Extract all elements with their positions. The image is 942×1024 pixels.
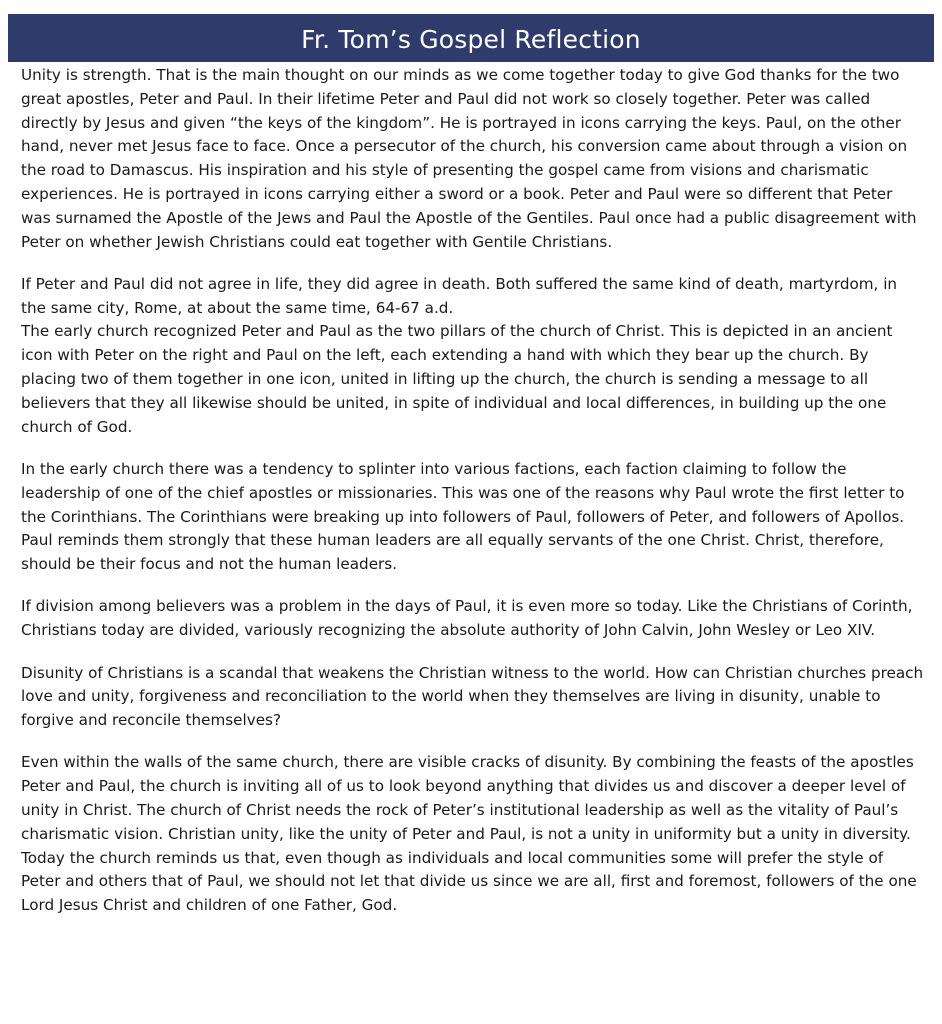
- paragraph: Disunity of Christians is a scandal that weakens the Christian witness to the world. How can Christian churches preach love and unity, forgiveness and reconciliation to the world when they themselves are living in disunity, unable to forgive and reconcile themselves?: [21, 663, 924, 730]
- paragraph: If Peter and Paul did not agree in life, they did agree in death. Both suffered the same kind of death, martyrdom, in the same city, Rome, at about the same time, 64-67 a.d. The early church recognized Peter and Paul as the two pillars of the church of Christ. This is depicted in an ancient icon with Peter on the right and Paul on the left, each extending a hand with which they bear up the church. By placing two of them together in one icon, united in lifting up the church, the church is sending a message to all believers that they all likewise should be united, in spite of individual and local differences, in building up the one church of God.: [21, 274, 898, 436]
- paragraph: Even within the walls of the same church, there are visible cracks of disunity. By combining the feasts of the apostles Peter and Paul, the church is inviting all of us to look beyond anything that divides us and discover a deeper level of unity in Christ. The church of Christ needs the rock of Peter’s institutional leadership as well as the vitality of Paul’s charismatic vision. Christian unity, like the unity of Peter and Paul, is not a unity in uniformity but a unity in diversity. Today the church reminds us that, even though as individuals and local communities some will prefer the style of Peter and others that of Paul, we should not let that divide us since we are all, first and foremost, followers of the one Lord Jesus Christ and children of one Father, God.: [21, 753, 917, 915]
- page-title: Fr. Tom’s Gospel Reflection: [301, 24, 641, 54]
- paragraph: Unity is strength. That is the main thought on our minds as we come together today to give God thanks for the two great apostles, Peter and Paul. In their lifetime Peter and Paul did not work so closely together. Peter was called directly by Jesus and given “the keys of the kingdom”. He is portrayed in icons carrying the keys. Paul, on the other hand, never met Jesus face to face. Once a persecutor of the church, his conversion came about through a vision on the road to Damascus. His inspiration and his style of presenting the gospel came from visions and charismatic experiences. He is portrayed in icons carrying either a sword or a book. Peter and Paul were so different that Peter was surnamed the Apostle of the Jews and Paul the Apostle of the Gentiles. Paul once had a public disagreement with Peter on whether Jewish Christians could eat together with Gentile Christians.: [21, 66, 917, 251]
- paragraph: If division among believers was a problem in the days of Paul, it is even more so today. Like the Christians of Corinth, Christians today are divided, variously recognizing the absolute authority of John Calvin, John Wesley or Leo XIV.: [21, 597, 913, 640]
- paragraph: In the early church there was a tendency to splinter into various factions, each faction claiming to follow the leadership of one of the chief apostles or missionaries. This was one of the reasons why Paul wrote the first letter to the Corinthians. The Corinthians were breaking up into followers of Paul, followers of Peter, and followers of Apollos. Paul reminds them strongly that these human leaders are all equally servants of the one Christ. Christ, therefore, should be their focus and not the human leaders.: [21, 459, 905, 574]
- reflection-body: [21, 64, 926, 918]
- title-banner: [8, 14, 934, 62]
